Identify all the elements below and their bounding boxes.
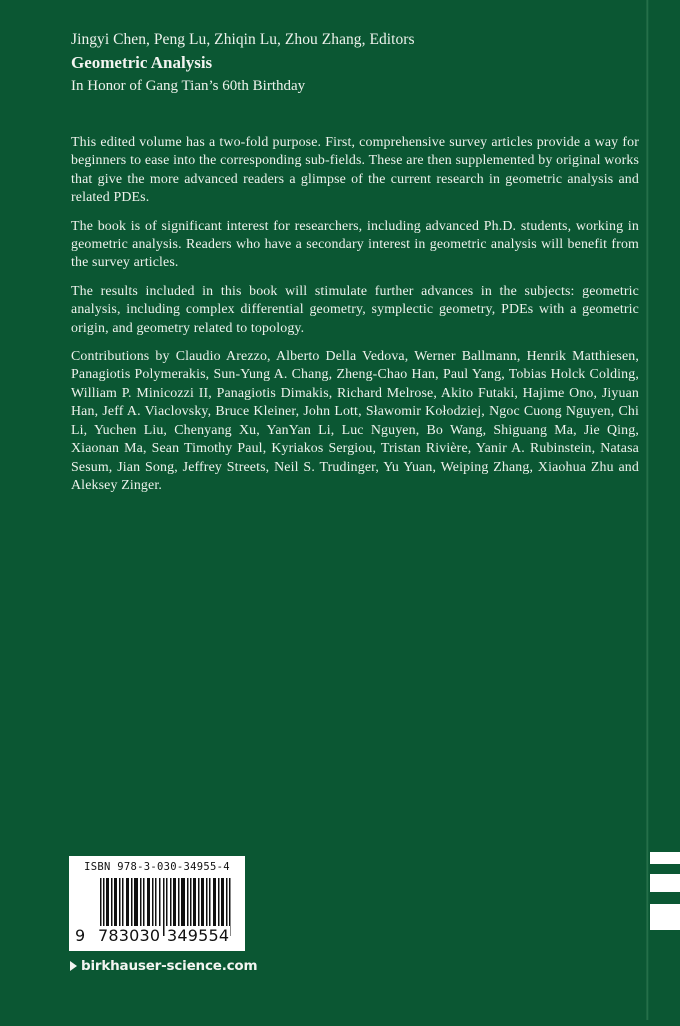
triangle-right-icon (70, 961, 77, 971)
barcode-digit-group-1: 783030 (98, 926, 161, 945)
isbn-barcode (69, 856, 245, 951)
editors-line: Jingyi Chen, Peng Lu, Zhiqin Lu, Zhou Zhang, Editors (71, 31, 415, 48)
barcode-digit-first: 9 (75, 926, 86, 945)
website-label: birkhauser-science.com (81, 958, 258, 974)
book-title: Geometric Analysis (71, 53, 213, 72)
spine-stripe-2 (650, 874, 680, 892)
blurb-paragraph-purpose: This edited volume has a two-fold purpose. First, comprehensive survey articles provide a way for beginners to ease into the corresponding sub-fields. These are then supplemented by original works that give the more advanced readers a glimpse of the current research in geometric analysis and related PDEs. (71, 135, 639, 206)
publisher-website-link[interactable] (70, 958, 257, 974)
cover-header (71, 30, 631, 96)
blurb-paragraph-contributors: Contributions by Claudio Arezzo, Alberto Della Vedova, Werner Ballmann, Henrik Matthiesen, Panagiotis Polymerakis, Sun-Yung A. Chang, Zheng-Chao Han, Paul Yang, Tobias Holck Colding, William P. Minicozzi II, Panagiotis Dimakis, Richard Melrose, Akito Futaki, Hajime Ono, Jiyuan Han, Jeff A. Viaclovsky, Bruce Kleiner, John Lott, Sławomir Kołodziej, Ngoc Cuong Nguyen, Chi Li, Yuchen Liu, Chenyang Xu, YanYan Li, Luc Nguyen, Bo Wang, Shiguang Ma, Jie Qing, Xiaonan Ma, Sean Timothy Paul, Kyriakos Sergiou, Tristan Rivière, Yanir A. Rubinstein, Natasa Sesum, Jian Song, Jeffrey Streets, Neil S. Trudinger, Yu Yuan, Weiping Zhang, Xiaohua Zhu and Aleksey Zinger. (71, 349, 639, 493)
blurb-paragraph-results: The results included in this book will stimulate further advances in the subjects: geometric analysis, including complex differential geometry, symplectic geometry, PDEs with a geometric origin, and geometry related to topology. (71, 283, 639, 336)
barcode-digits (75, 926, 241, 1026)
barcode-digit-group-2: 349554 (167, 926, 230, 945)
spine-stripe-3 (650, 904, 680, 930)
isbn-label: ISBN 978-3-030-34955-4 (84, 861, 230, 873)
blurb-paragraph-audience: The book is of significant interest for researchers, including advanced Ph.D. students, working in geometric analysis. Readers who have a secondary interest in geometric analysis will benefit from the survey articles. (71, 218, 639, 271)
spine-fold-line (646, 0, 649, 1020)
spine-stripe-1 (650, 852, 680, 864)
blurb (71, 134, 639, 505)
book-subtitle: In Honor of Gang Tian’s 60th Birthday (71, 78, 306, 94)
